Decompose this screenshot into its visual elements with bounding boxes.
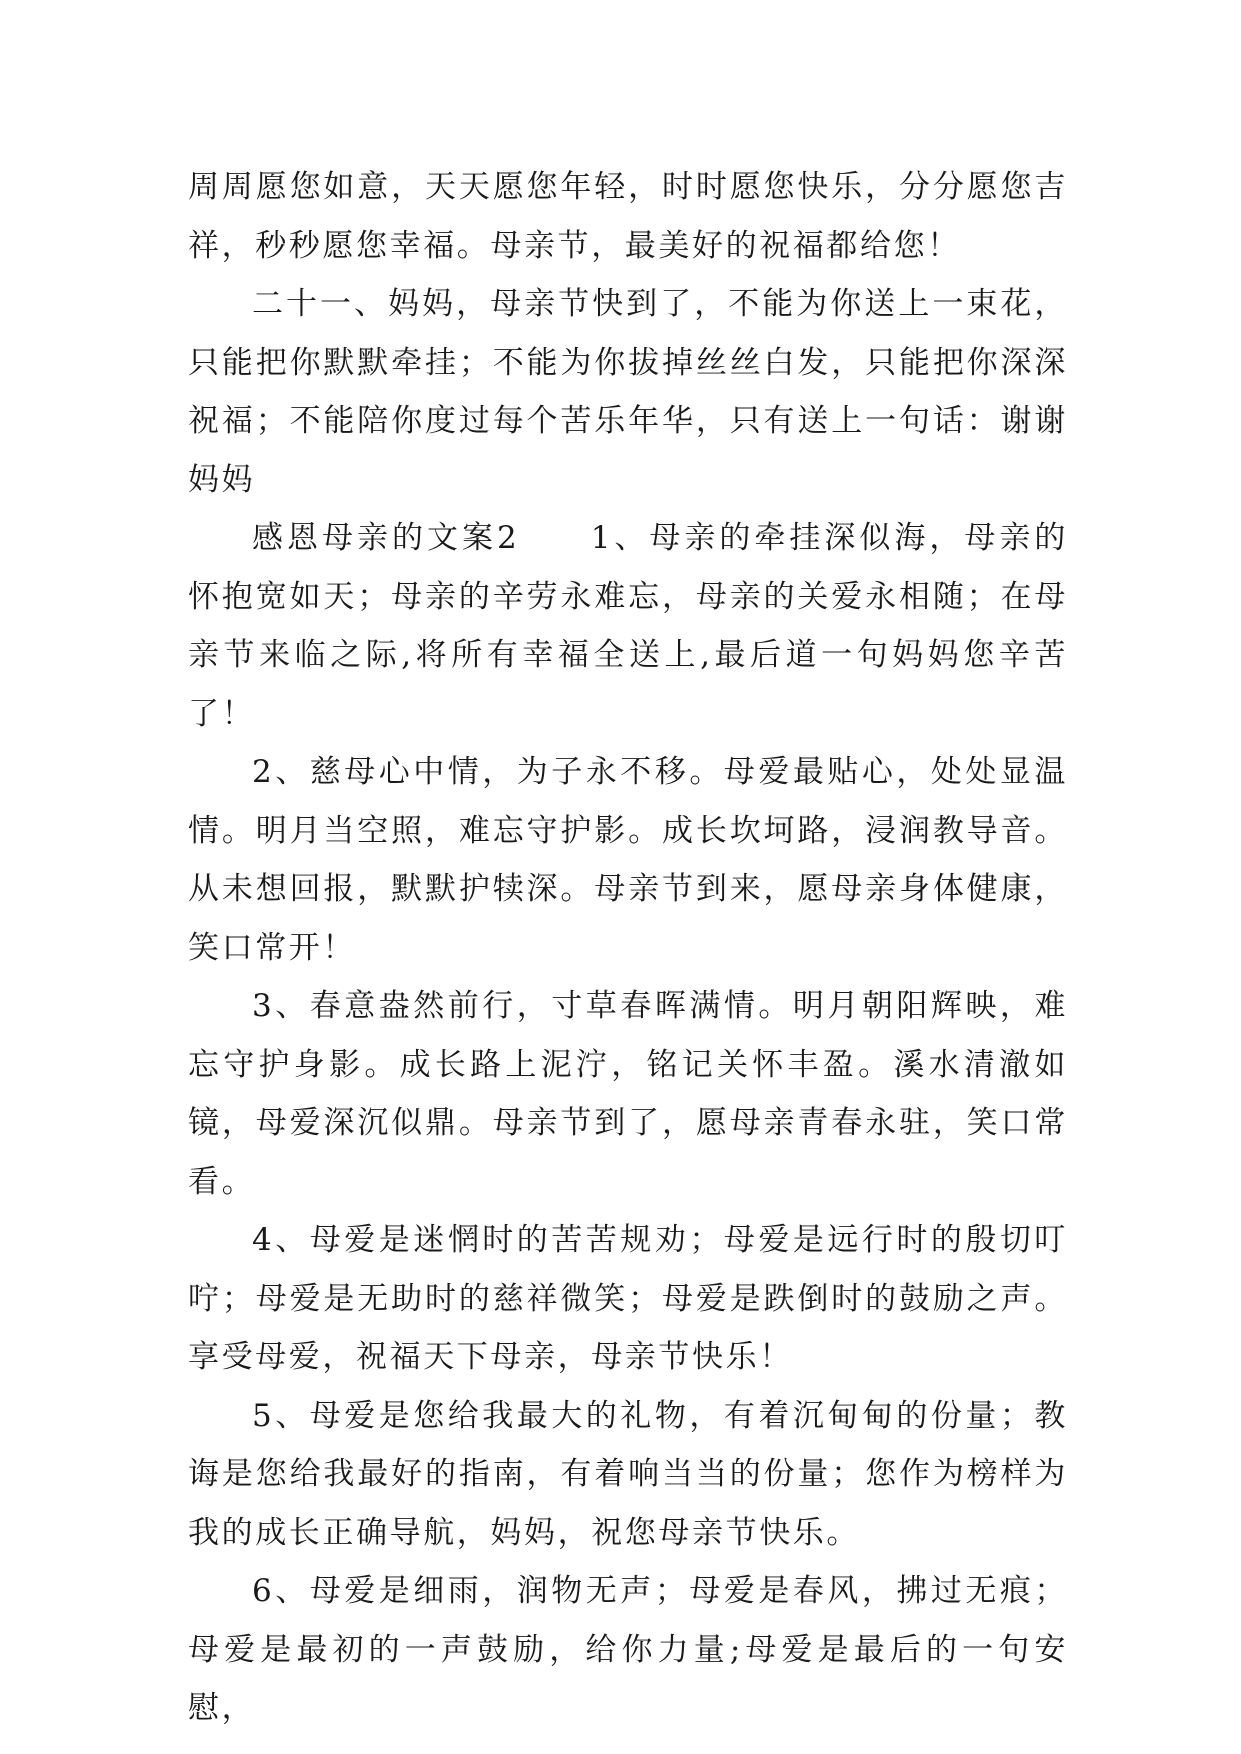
paragraph-item-6: 6、母爱是细雨，润物无声；母爱是春风，拂过无痕；母爱是最初的一声鼓励，给你力量;母爱是最后的一句安慰， <box>188 1573 1068 1726</box>
paragraph-item-3: 3、春意盎然前行，寸草春晖满情。明月朝阳辉映，难忘守护身影。成长路上泥泞，铭记关怀丰盈。溪水清澈如镜，母爱深沉似鼎。母亲节到了，愿母亲青春永驻，笑口常看。 <box>188 988 1068 1200</box>
paragraph-item-5: 5、母爱是您给我最大的礼物，有着沉甸甸的份量；教诲是您给我最好的指南，有着响当当的份量；您作为榜样为我的成长正确导航，妈妈，祝您母亲节快乐。 <box>188 1397 1068 1551</box>
paragraph-continued: 周周愿您如意，天天愿您年轻，时时愿您快乐，分分愿您吉祥，秒秒愿您幸福。母亲节，最美好的祝福都给您！ <box>188 169 1068 264</box>
paragraph-item-2: 2、慈母心中情，为子永不移。母爱最贴心，处处显温情。明月当空照，难忘守护影。成长坎坷路，浸润教导音。从未想回报，默默护犊深。母亲节到来，愿母亲身体健康，笑口常开！ <box>188 754 1068 966</box>
paragraph-21: 二十一、妈妈，母亲节快到了，不能为你送上一束花，只能把你默默牵挂；不能为你拔掉丝丝白发，只能把你深深祝福；不能陪你度过每个苦乐年华，只有送上一句话：谢谢妈妈 <box>188 286 1068 498</box>
document-body <box>188 158 1068 1738</box>
paragraph-section-2-item-1: 感恩母亲的文案2 1、母亲的牵挂深似海，母亲的怀抱宽如天；母亲的辛劳永难忘，母亲的关爱永相随；在母亲节来临之际,将所有幸福全送上,最后道一句妈妈您辛苦了！ <box>188 520 1068 732</box>
paragraph-item-4: 4、母爱是迷惘时的苦苦规劝；母爱是远行时的殷切叮咛；母爱是无助时的慈祥微笑；母爱是跌倒时的鼓励之声。享受母爱，祝福天下母亲，母亲节快乐！ <box>188 1222 1068 1375</box>
